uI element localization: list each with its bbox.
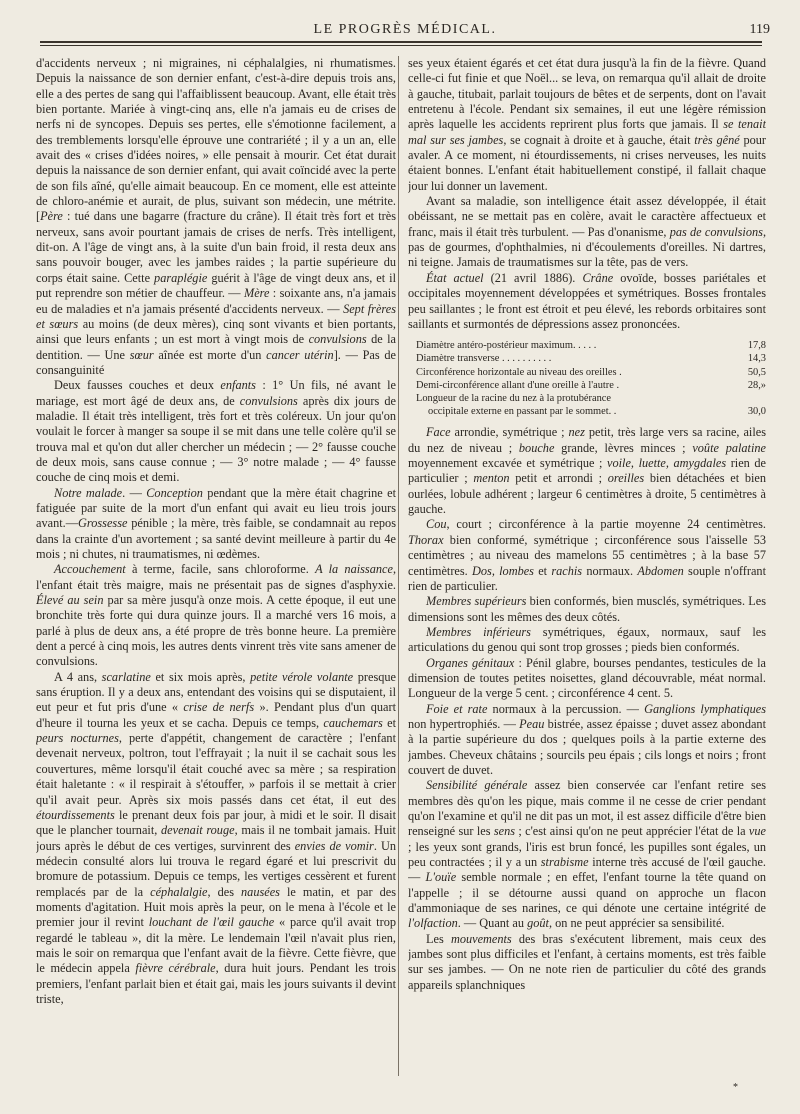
page-number: 119 bbox=[749, 22, 770, 37]
column-divider bbox=[398, 56, 399, 1076]
header-rule-thick bbox=[40, 41, 762, 43]
right-column bbox=[408, 56, 766, 1108]
paragraph: A 4 ans, scarlatine et six mois après, petite vérole volante presque sans éruption. Il y a deux ans, entendant des voisins qui se disputaient, il eut peur et fut pris d'une « crise de nerfs ». Pendant plus d'un quart d'heure il tourna les yeux et se cacha. Depuis ce temps, cauchemars et peurs nocturnes, perte d'appétit, changement de caractère ; l'enfant devenait nerveux, poltron, tout l'effrayait ; la nuit il se cachait sous les couvertures, même lorsqu'il était couché avec sa mère ; sa respiration était haletante : « il respirait à s'étouffer, » parfois il se mettait à crier qu'il avait peur. Après six mois passés dans cet état, il eut des étourdissements le prenant deux fois par jour, à midi et le soir. Il disait que le plancher tournait, devenait rouge, mais il ne tombait jamais. Huit jours après le début de ces vertiges, survinrent des envies de vomir. Un médecin consulté alors lui trouva le regard égaré et lui prescrivit du bromure de potassium. Depuis ce temps, les vertiges cessèrent et furent remplacés par de la céphalalgie, des nausées le matin, et par des moments d'agitation. Huit mois après la peur, on le mena à l'école et le premier jour il revint louchant de l'œil gauche « parce qu'il avait trop regardé le tableau », dit la mère. Le lendemain l'œil n'avait plus rien, mais le soir on remarqua que l'enfant avait de la fièvre. Cette fièvre, que le médecin appela fièvre cérébrale, dura huit jours. Pendant les trois premiers, l'enfant parlait bien et était gai, mais les jours suivants il devint triste, bbox=[36, 669, 396, 1006]
paragraph: Sensibilité générale assez bien conservée car l'enfant retire ses membres dès qu'on les pique, mais comme il ne cesse de crier pendant qu'on l'examine et qu'il ne dit pas un mot, il est assez difficile d'être bien renseigné sur les sens ; c'est ainsi qu'on ne peut apprécier l'état de la vue ; les yeux sont grands, l'iris est brun foncé, les pupilles sont égales, un peu contractées ; il y a un strabisme interne très accusé de l'œil gauche. — L'ouïe semble normale ; en effet, l'enfant tourne la tête quand on l'appelle ; il se détourne aussi quand on approche un flacon d'ammoniaque de ses narines, ce qui dénote une certaine intégrité de l'olfaction. — Quant au goût, on ne peut apprécier sa sensibilité. bbox=[408, 778, 766, 931]
paragraph: Organes génitaux : Pénil glabre, bourses pendantes, testicules de la dimension de toutes petites noisettes, gland découvrable, méat normal. Longueur de la verge 5 cent. ; circonférence 4 cent. 5. bbox=[408, 655, 766, 701]
measurement-row: Circonférence horizontale au niveau des oreilles . 50,5 bbox=[416, 366, 766, 378]
page-header bbox=[40, 22, 770, 42]
footer-mark: * bbox=[733, 1082, 738, 1093]
paragraph: Foie et rate normaux à la percussion. — Ganglions lymphatiques non hypertrophiés. — Peau bistrée, assez épaisse ; duvet assez abondant à la partie supérieure du dos ; quelques poils à la partie externe des jambes. Cheveux châtains ; sourcils peu épais ; cils longs et noirs ; front couvert de duvet. bbox=[408, 701, 766, 777]
paragraph: Les mouvements des bras s'exécutent librement, mais ceux des jambes sont plus difficiles et l'enfant, à certains moments, est très faible sur ses jambes. — On ne note rien de particulier du côté des grands appareils splanchniques bbox=[408, 931, 766, 992]
measurement-row: occipitale externe en passant par le sommet. . 30,0 bbox=[428, 406, 766, 418]
left-column bbox=[36, 56, 396, 1108]
paragraph: Notre malade. — Conception pendant que la mère était chagrine et fatiguée par suite de la mort d'un enfant qui avait eu lieu trois jours avant.—Grossesse pénible ; la mère, très faible, se condamnait au repos dans la crainte d'un avortement ; sa santé devint meilleure à partir du 4e mois ; ni chutes, ni traumatismes, ni œdèmes. bbox=[36, 485, 396, 561]
paragraph: État actuel (21 avril 1886). Crâne ovoïde, bosses pariétales et occipitales moyennement développées et symétriques. Bosses frontales peu saillantes ; le front est étroit et peu élevé, les rebords orbitaires sont saillants et surmontés de dépressions assez prononcées. bbox=[408, 270, 766, 331]
measurement-row: Demi-circonférence allant d'une oreille à l'autre . 28,» bbox=[416, 379, 766, 391]
header-rule-thin bbox=[40, 45, 762, 46]
measurement-row: Diamètre antéro-postérieur maximum. . . . . 17,8 bbox=[416, 340, 766, 352]
paragraph: Membres inférieurs symétriques, égaux, normaux, sauf les articulations du genou qui sont trop grosses ; pieds bien conformés. bbox=[408, 624, 766, 655]
paragraph: Avant sa maladie, son intelligence était assez développée, il était obéissant, ne se mettait pas en colère, avait le caractère affectueux et franc, mais il était très turbulent. — Pas d'onanisme, pas de convulsions, pas de gourmes, d'ophthalmies, ni d'écoulements d'oreilles. Ni dartres, ni teigne. Jamais de traumatismes sur la tête, pas de vers. bbox=[408, 194, 766, 270]
skull-measurements-table bbox=[416, 339, 766, 418]
measurement-row: Diamètre transverse . . . . . . . . . . 14,3 bbox=[416, 353, 766, 365]
paragraph: ses yeux étaient égarés et cet état dura jusqu'à la fin de la fièvre. Quand celle-ci fut finie et que Noël... se leva, on remarqua qu'il allait de droite à gauche, titubait, parlait toujours de bêtes et de serpents, dont on l'avait entretenu à l'école. Pendant six semaines, il eut une légère rémission après laquelle les accidents reprirent plus forts que jamais. Il se tenait mal sur ses jambes, se cognait à droite et à gauche, était très gêné pour avaler. A ce moment, ni étourdissements, ni crises nerveuses, les nuits étaient bonnes. L'enfant était habituellement constipé, il fallait chaque jour lui donner un lavement. bbox=[408, 56, 766, 193]
paragraph: Deux fausses couches et deux enfants : 1° Un fils, né avant le mariage, est mort âgé de deux ans, de convulsions après dix jours de maladie. Il était très intelligent, très fort et très coléreux. Un jour qu'on voulait le forcer à manger sa soupe il se mit dans une telle colère qu'il se trouva mal et qu'on dut aller chercher un médecin ; — 2° fausse couche de deux mois, sans cause connue ; — 3° notre malade ; — 4° fausse couche de cinq mois et demi. bbox=[36, 378, 396, 485]
paragraph: Face arrondie, symétrique ; nez petit, très large vers sa racine, ailes du nez de niveau ; bouche grande, lèvres minces ; voûte palatine moyennement excavée et symétrique ; voile, luette, amygdales rien de particulier ; menton petit et arrondi ; oreilles bien détachées et bien ourlées, lobule adhérent ; largeur 6 centimètres à droite, 5 centimètres à gauche. bbox=[408, 425, 766, 517]
paragraph: d'accidents nerveux ; ni migraines, ni céphalalgies, ni rhumatismes. Depuis la naissance de son dernier enfant, c'est-à-dire depuis trois ans, elle a des pertes de sang qui l'affaiblissent beaucoup. Avant, elle était très bien portante. Mariée à vingt-cinq ans, elle n'a jamais eu de crises de nerfs ni de syncopes. Depuis ses pertes, elle s'émotionne facilement, a des tremblements lorsqu'elle éprouve une contrariété ; il y a un an, elle avait des « crises d'idées noires, » elle pensait à mourir. Cet état durait depuis la naissance de son dernier enfant, qui avait coïncidé avec la perte de son fils aîné, qu'elle aimait beaucoup. En ce moment, elle est atteinte de chloro-anémie et aurait, de plus, suivant son médecin, une métrite. [Père : tué dans une bagarre (fracture du crâne). Il était très fort et très nerveux, sans avoir pourtant jamais de crises de nerfs. Très intelligent, dit-on. A l'âge de vingt ans, à la suite d'un bain froid, il resta deux ans sans pouvoir bouger, avec les jambes raides ; la partie supérieure du corps était saine. Cette paraplégie guérit à l'âge de vingt deux ans, et il put reprendre son métier de chauffeur. — Mère : soixante ans, n'a jamais eu de maladies et n'a jamais présenté d'accidents nerveux. — Sept frères et sœurs au moins (de deux mères), cinq sont vivants et bien portants, ainsi que leurs enfants ; un est mort à vingt mois de convulsions de la dentition. — Une sœur aînée est morte d'un cancer utérin]. — Pas de consanguinité bbox=[36, 56, 396, 377]
paragraph: Accouchement à terme, facile, sans chloroforme. A la naissance, l'enfant était très maigre, mais ne présentait pas de signes d'asphyxie. Élevé au sein par sa mère jusqu'à onze mois. A cette époque, il eut une bronchite très forte qui dura quinze jours. Il a marché vers 16 mois, a parlé à plus de deux ans, a été propre de très bonne heure. La première dent a percé à cinq mois, les autres dents vinrent très vite sans amener de convulsions. bbox=[36, 562, 396, 669]
measurement-row: Longueur de la racine du nez à la protubérance bbox=[416, 393, 612, 404]
paragraph: Cou, court ; circonférence à la partie moyenne 24 centimètres. Thorax bien conformé, symétrique ; circonférence sous l'aisselle 53 centimètres ; au niveau des mamelons 55 centimètres ; à la base 57 centimètres. Dos, lombes et rachis normaux. Abdomen souple n'offrant rien de particulier. bbox=[408, 517, 766, 593]
running-title: LE PROGRÈS MÉDICAL. bbox=[313, 22, 497, 37]
paragraph: Membres supérieurs bien conformés, bien musclés, symétriques. Les dimensions sont les mêmes des deux côtés. bbox=[408, 594, 766, 624]
